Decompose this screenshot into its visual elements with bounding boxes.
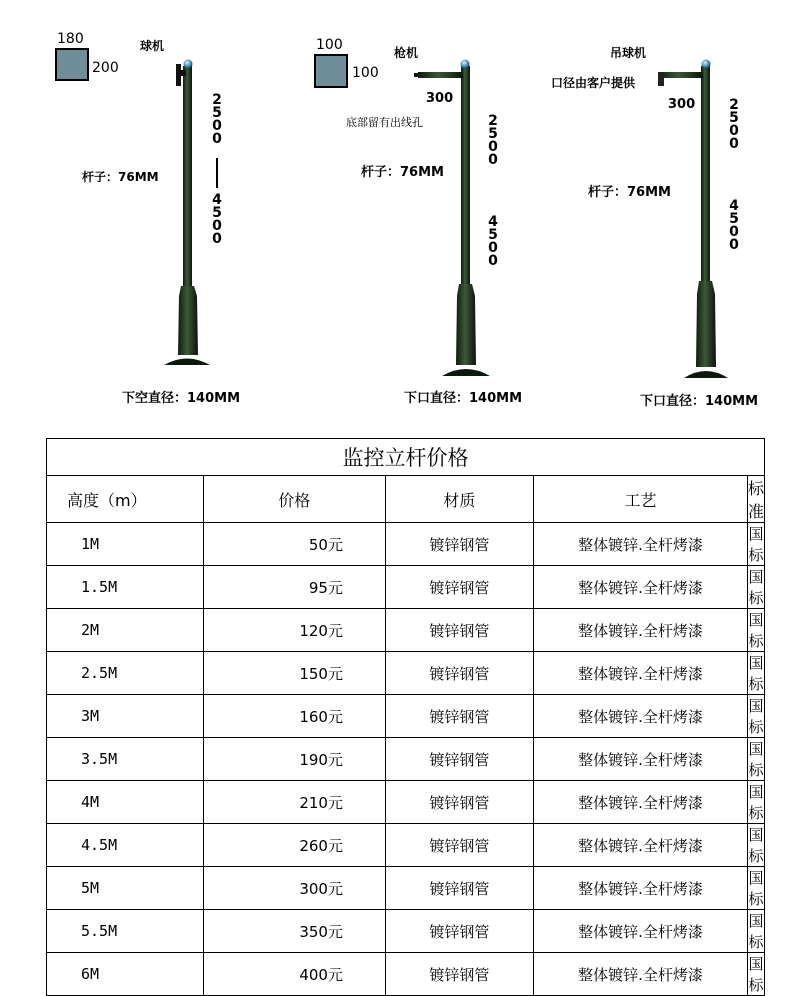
cell-process: 整体镀锌.全杆烤漆	[533, 824, 747, 867]
cell-process: 整体镀锌.全杆烤漆	[533, 867, 747, 910]
cell-price: 50元	[203, 523, 385, 566]
cell-height: 2M	[47, 609, 204, 652]
cell-price: 120元	[203, 609, 385, 652]
cell-standard: 国标	[747, 695, 764, 738]
cell-standard: 国标	[747, 910, 764, 953]
cell-standard: 国标	[747, 781, 764, 824]
cell-material: 镀锌钢管	[385, 523, 533, 566]
cell-height: 2.5M	[47, 652, 204, 695]
cell-material: 镀锌钢管	[385, 738, 533, 781]
table-row	[47, 910, 765, 953]
cell-standard: 国标	[747, 609, 764, 652]
cell-process: 整体镀锌.全杆烤漆	[533, 738, 747, 781]
ball-size-w: 180	[57, 31, 84, 47]
ball-base-diameter: 下空直径：140MM	[122, 391, 241, 406]
cell-material: 镀锌钢管	[385, 652, 533, 695]
table-row	[47, 566, 765, 609]
table-row	[47, 953, 765, 996]
header-height: 高度（m）	[47, 476, 204, 523]
height-range-line	[216, 158, 218, 188]
cell-price: 95元	[203, 566, 385, 609]
gun-height-lower: 4 5 0 0	[488, 214, 498, 269]
gun-base-diameter: 下口直径：140MM	[404, 391, 523, 406]
dome-camera-icon	[702, 60, 711, 69]
header-process: 工艺	[533, 476, 747, 523]
ball-height-upper: 2 5 0 0	[212, 92, 222, 147]
header-standard: 标准	[747, 476, 764, 523]
cell-standard: 国标	[747, 738, 764, 781]
gun-camera-pole	[414, 60, 490, 377]
hang-base-diameter: 下口直径：140MM	[640, 394, 759, 409]
cell-process: 整体镀锌.全杆烤漆	[533, 953, 747, 996]
cell-price: 210元	[203, 781, 385, 824]
table-row	[47, 609, 765, 652]
cell-price: 260元	[203, 824, 385, 867]
cell-process: 整体镀锌.全杆烤漆	[533, 523, 747, 566]
table-row	[47, 781, 765, 824]
gun-size-h: 100	[352, 65, 379, 81]
cell-process: 整体镀锌.全杆烤漆	[533, 566, 747, 609]
cell-standard: 国标	[747, 953, 764, 996]
cell-height: 1.5M	[47, 566, 204, 609]
cell-standard: 国标	[747, 824, 764, 867]
gun-note: 底部留有出线孔	[346, 116, 423, 129]
cell-process: 整体镀锌.全杆烤漆	[533, 609, 747, 652]
gun-label: 枪机	[394, 46, 419, 60]
cell-height: 5.5M	[47, 910, 204, 953]
cell-material: 镀锌钢管	[385, 910, 533, 953]
table-row	[47, 652, 765, 695]
gun-camera-box	[314, 54, 348, 88]
cell-process: 整体镀锌.全杆烤漆	[533, 910, 747, 953]
cell-process: 整体镀锌.全杆烤漆	[533, 695, 747, 738]
table-row	[47, 738, 765, 781]
ball-height-lower: 4 5 0 0	[212, 192, 222, 247]
hang-arm-length: 300	[668, 97, 696, 112]
table-title: 监控立杆价格	[47, 439, 765, 476]
cell-height: 4.5M	[47, 824, 204, 867]
cell-process: 整体镀锌.全杆烤漆	[533, 781, 747, 824]
hang-label: 吊球机	[610, 46, 647, 60]
hang-caliber-note: 口径由客户提供	[551, 76, 636, 90]
cell-price: 160元	[203, 695, 385, 738]
hang-height-upper: 2 5 0 0	[729, 97, 739, 152]
ball-label: 球机	[140, 39, 165, 53]
ball-camera-box	[55, 48, 89, 81]
table-row	[47, 523, 765, 566]
ball-size-h: 200	[92, 60, 119, 76]
cell-material: 镀锌钢管	[385, 609, 533, 652]
table-header-row	[47, 476, 765, 523]
table-row	[47, 867, 765, 910]
hang-height-lower: 4 5 0 0	[729, 198, 739, 253]
table-row	[47, 695, 765, 738]
ball-camera-pole	[164, 60, 210, 366]
cell-standard: 国标	[747, 523, 764, 566]
pole-drawings	[0, 0, 792, 430]
cell-standard: 国标	[747, 652, 764, 695]
cell-height: 5M	[47, 867, 204, 910]
table-row	[47, 824, 765, 867]
cell-standard: 国标	[747, 566, 764, 609]
cell-height: 6M	[47, 953, 204, 996]
cell-material: 镀锌钢管	[385, 953, 533, 996]
cell-material: 镀锌钢管	[385, 566, 533, 609]
cell-price: 150元	[203, 652, 385, 695]
cell-price: 350元	[203, 910, 385, 953]
price-table	[46, 438, 765, 996]
gun-height-upper: 2 5 0 0	[488, 113, 498, 168]
cell-price: 190元	[203, 738, 385, 781]
cell-material: 镀锌钢管	[385, 781, 533, 824]
cell-material: 镀锌钢管	[385, 824, 533, 867]
cell-process: 整体镀锌.全杆烤漆	[533, 652, 747, 695]
cell-price: 400元	[203, 953, 385, 996]
cell-height: 4M	[47, 781, 204, 824]
ball-pole-diameter: 杆子：76MM	[82, 170, 159, 184]
header-material: 材质	[385, 476, 533, 523]
cell-price: 300元	[203, 867, 385, 910]
cell-standard: 国标	[747, 867, 764, 910]
cell-height: 1M	[47, 523, 204, 566]
cell-height: 3.5M	[47, 738, 204, 781]
cell-material: 镀锌钢管	[385, 867, 533, 910]
gun-arm-length: 300	[426, 91, 454, 106]
cell-height: 3M	[47, 695, 204, 738]
gun-size-w: 100	[316, 37, 343, 53]
hang-pole-diameter: 杆子：76MM	[588, 185, 671, 200]
header-price: 价格	[203, 476, 385, 523]
dome-camera-icon	[461, 60, 470, 69]
dome-camera-icon	[184, 60, 193, 69]
cell-material: 镀锌钢管	[385, 695, 533, 738]
gun-pole-diameter: 杆子：76MM	[361, 165, 444, 180]
